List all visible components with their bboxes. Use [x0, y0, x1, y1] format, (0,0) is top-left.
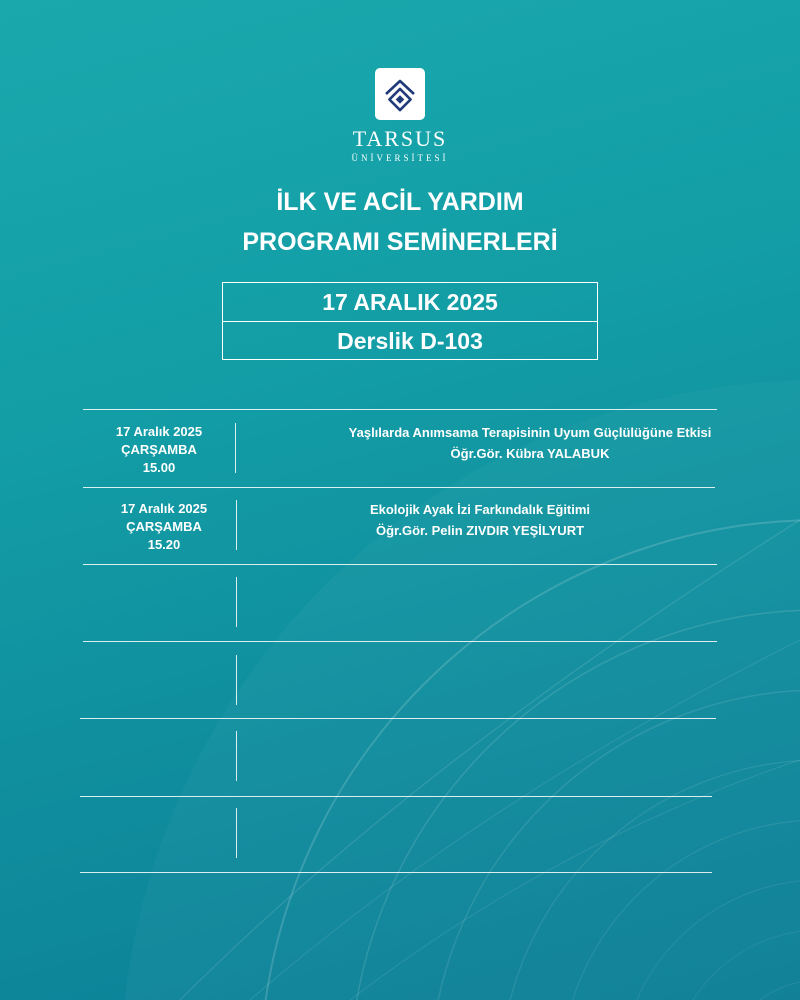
table-divider	[83, 641, 717, 642]
row-speaker: Öğr.Gör. Pelin ZIVDIR YEŞİLYURT	[375, 523, 585, 538]
row-topic: Ekolojik Ayak İzi Farkındalık Eğitimi	[369, 502, 591, 517]
table-divider	[83, 409, 717, 410]
event-info-box	[222, 282, 598, 360]
column-divider	[236, 577, 237, 627]
table-divider	[80, 796, 712, 797]
row-speaker: Öğr.Gör. Kübra YALABUK	[450, 446, 610, 461]
schedule-row-1-talk	[260, 422, 800, 464]
row-day: ÇARŞAMBA	[126, 519, 202, 534]
table-divider	[83, 564, 717, 565]
event-room: Derslik D-103	[223, 321, 597, 360]
program-title-line-2: PROGRAMI SEMİNERLERİ	[242, 228, 558, 256]
row-time: 15.20	[147, 537, 181, 552]
row-day: ÇARŞAMBA	[121, 442, 197, 457]
schedule-row-2-talk	[280, 499, 680, 541]
tarsus-university-emblem-icon	[375, 68, 425, 120]
column-divider	[235, 423, 236, 473]
row-date: 17 Aralık 2025	[115, 424, 203, 439]
column-divider	[236, 655, 237, 705]
row-time: 15.00	[142, 460, 176, 475]
table-divider	[80, 872, 712, 873]
event-date: 17 ARALIK 2025	[322, 289, 498, 315]
schedule-row-1-datetime	[84, 423, 234, 477]
university-name: TARSUS	[352, 126, 448, 151]
column-divider	[236, 808, 237, 858]
university-logo	[375, 68, 425, 120]
table-divider	[80, 718, 716, 719]
university-subtitle: ÜNİVERSİTESİ	[351, 153, 449, 163]
column-divider	[236, 731, 237, 781]
schedule-row-2-datetime	[89, 500, 239, 554]
program-title-line-1: İLK VE ACİL YARDIM	[276, 188, 524, 216]
row-topic: Yaşlılarda Anımsama Terapisinin Uyum Güçlülüğüne Etkisi	[348, 425, 712, 440]
row-date: 17 Aralık 2025	[120, 501, 208, 516]
table-divider	[83, 487, 715, 488]
